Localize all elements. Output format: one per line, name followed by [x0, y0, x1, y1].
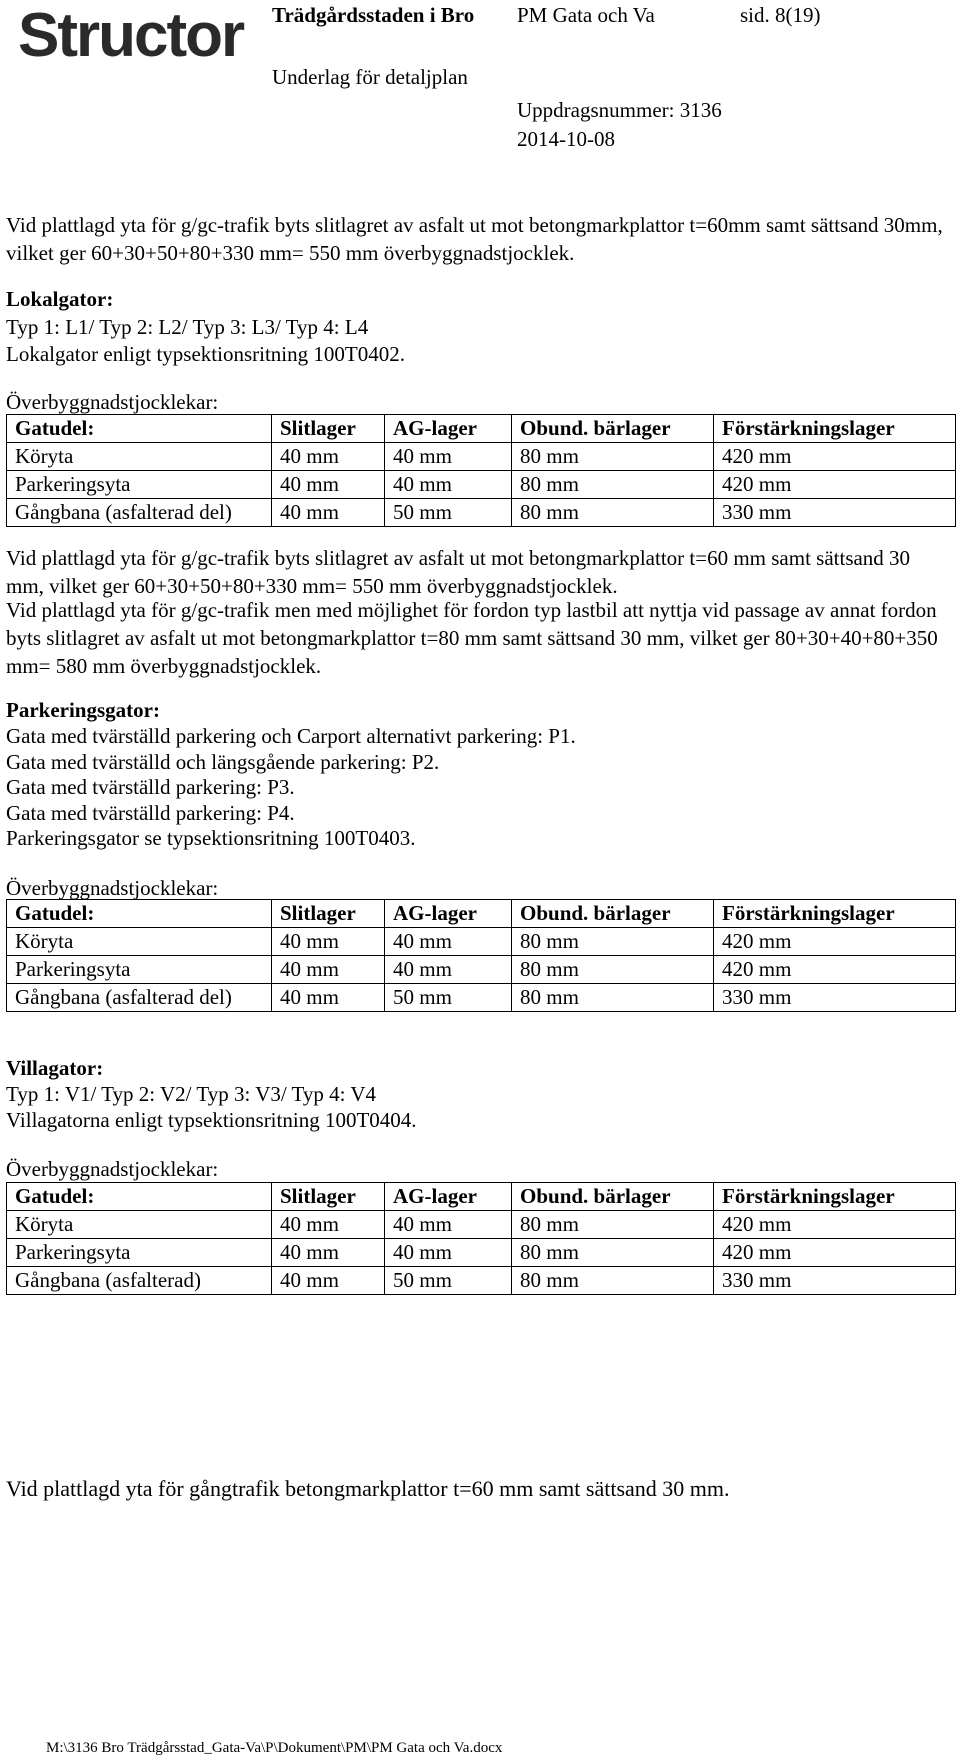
cell-slit: 40 mm: [272, 471, 385, 499]
cell-slit: 40 mm: [272, 956, 385, 984]
lokalgator-types: Typ 1: L1/ Typ 2: L2/ Typ 3: L3/ Typ 4: L4: [6, 315, 369, 339]
cell-ag: 50 mm: [385, 1267, 512, 1295]
cell-ag: 40 mm: [385, 1211, 512, 1239]
col-gatudel: Gatudel:: [7, 1183, 272, 1211]
cell-obund: 80 mm: [512, 1267, 714, 1295]
col-slitlager: Slitlager: [272, 1183, 385, 1211]
cell-part: Gångbana (asfalterad del): [7, 499, 272, 527]
cell-obund: 80 mm: [512, 1211, 714, 1239]
col-slitlager: Slitlager: [272, 900, 385, 928]
lokalgator-table-label: Överbyggnadstjocklekar:: [6, 390, 219, 414]
villagator-table-label: Överbyggnadstjocklekar:: [6, 1157, 219, 1181]
document-name: PM Gata och Va: [517, 3, 655, 27]
cell-obund: 80 mm: [512, 499, 714, 527]
lokalgator-table: [6, 414, 956, 527]
intro-paragraph: Vid plattlagd yta för g/gc-trafik byts slitlagret av asfalt ut mot betongmarkplattor t=60mm samt sättsand 30mm, vilket ger 60+30+50+80+330 mm= 550 mm överbyggnadstjocklek.: [6, 213, 943, 265]
col-obund-barlager: Obund. bärlager: [512, 1183, 714, 1211]
villagator-reference: Villagatorna enligt typsektionsritning 100T0404.: [6, 1108, 417, 1132]
col-forstarkningslager: Förstärkningslager: [714, 900, 956, 928]
document-date: 2014-10-08: [517, 127, 615, 151]
col-gatudel: Gatudel:: [7, 900, 272, 928]
project-name: Trädgårdsstaden i Bro: [272, 3, 475, 27]
cell-part: Parkeringsyta: [7, 471, 272, 499]
cell-ag: 40 mm: [385, 956, 512, 984]
villagator-heading: Villagator:: [6, 1056, 104, 1080]
col-ag-lager: AG-lager: [385, 415, 512, 443]
table-row: [7, 471, 956, 499]
cell-forst: 420 mm: [714, 956, 956, 984]
parkeringsgator-heading: Parkeringsgator:: [6, 698, 160, 722]
cell-obund: 80 mm: [512, 471, 714, 499]
table-row: [7, 499, 956, 527]
cell-forst: 420 mm: [714, 1239, 956, 1267]
cell-ag: 40 mm: [385, 1239, 512, 1267]
cell-forst: 420 mm: [714, 443, 956, 471]
cell-part: Köryta: [7, 928, 272, 956]
lokalgator-note-2: Vid plattlagd yta för g/gc-trafik men med möjlighet för fordon typ lastbil att nyttja vid passage av annat fordon byts slitlagret av asfalt ut mot betongmarkplattor t=80 mm samt sättsand 30 mm, vilket ger 80+30+40+80+350 mm= 580 mm överbyggnadstjocklek.: [6, 598, 938, 678]
structor-logo: [18, 6, 268, 74]
cell-forst: 330 mm: [714, 499, 956, 527]
cell-part: Parkeringsyta: [7, 1239, 272, 1267]
cell-ag: 40 mm: [385, 471, 512, 499]
villagator-types: Typ 1: V1/ Typ 2: V2/ Typ 3: V3/ Typ 4: V4: [6, 1082, 377, 1106]
col-ag-lager: AG-lager: [385, 900, 512, 928]
cell-ag: 50 mm: [385, 499, 512, 527]
table-row: [7, 956, 956, 984]
col-gatudel: Gatudel:: [7, 415, 272, 443]
cell-part: Parkeringsyta: [7, 956, 272, 984]
cell-forst: 420 mm: [714, 471, 956, 499]
parkering-line: Gata med tvärställd och längsgående parkering: P2.: [6, 750, 440, 774]
cell-slit: 40 mm: [272, 443, 385, 471]
table-row: [7, 1211, 956, 1239]
parkeringsgator-table: [6, 899, 956, 1012]
cell-part: Köryta: [7, 1211, 272, 1239]
table-row: [7, 984, 956, 1012]
cell-slit: 40 mm: [272, 984, 385, 1012]
lokalgator-heading: Lokalgator:: [6, 287, 114, 311]
table-row: [7, 1239, 956, 1267]
cell-obund: 80 mm: [512, 443, 714, 471]
col-ag-lager: AG-lager: [385, 1183, 512, 1211]
cell-obund: 80 mm: [512, 956, 714, 984]
svg-text:Structor: Structor: [18, 6, 244, 68]
cell-obund: 80 mm: [512, 1239, 714, 1267]
assignment-number: Uppdragsnummer: 3136: [517, 98, 722, 122]
lokalgator-reference: Lokalgator enligt typsektionsritning 100T0402.: [6, 342, 405, 366]
cell-part: Gångbana (asfalterad del): [7, 984, 272, 1012]
cell-slit: 40 mm: [272, 499, 385, 527]
parkering-line: Gata med tvärställd parkering: P4.: [6, 801, 295, 825]
villagator-note: Vid plattlagd yta för gångtrafik betongmarkplattor t=60 mm samt sättsand 30 mm.: [6, 1476, 730, 1501]
cell-part: Gångbana (asfalterad): [7, 1267, 272, 1295]
table-row: [7, 928, 956, 956]
table-header-row: [7, 1183, 956, 1211]
cell-obund: 80 mm: [512, 928, 714, 956]
cell-forst: 330 mm: [714, 1267, 956, 1295]
parkering-line: Gata med tvärställd parkering: P3.: [6, 775, 295, 799]
lokalgator-note-1: Vid plattlagd yta för g/gc-trafik byts slitlagret av asfalt ut mot betongmarkplattor t=60 mm samt sättsand 30 mm, vilket ger 60+30+50+80+330 mm= 550 mm överbyggnadstjocklek.: [6, 546, 911, 598]
cell-ag: 40 mm: [385, 928, 512, 956]
cell-slit: 40 mm: [272, 1267, 385, 1295]
cell-ag: 40 mm: [385, 443, 512, 471]
table-row: [7, 1267, 956, 1295]
parkeringsgator-table-label: Överbyggnadstjocklekar:: [6, 876, 219, 900]
col-obund-barlager: Obund. bärlager: [512, 900, 714, 928]
page-number: sid. 8(19): [740, 3, 821, 27]
cell-ag: 50 mm: [385, 984, 512, 1012]
col-slitlager: Slitlager: [272, 415, 385, 443]
table-header-row: [7, 900, 956, 928]
parkering-line: Gata med tvärställd parkering och Carport alternativt parkering: P1.: [6, 724, 576, 748]
col-obund-barlager: Obund. bärlager: [512, 415, 714, 443]
cell-forst: 420 mm: [714, 928, 956, 956]
cell-forst: 330 mm: [714, 984, 956, 1012]
document-subtitle: Underlag för detaljplan: [272, 65, 468, 89]
cell-part: Köryta: [7, 443, 272, 471]
table-header-row: [7, 415, 956, 443]
parkering-reference: Parkeringsgator se typsektionsritning 100T0403.: [6, 826, 416, 850]
cell-slit: 40 mm: [272, 1211, 385, 1239]
col-forstarkningslager: Förstärkningslager: [714, 415, 956, 443]
cell-obund: 80 mm: [512, 984, 714, 1012]
cell-slit: 40 mm: [272, 1239, 385, 1267]
cell-slit: 40 mm: [272, 928, 385, 956]
villagator-table: [6, 1182, 956, 1295]
col-forstarkningslager: Förstärkningslager: [714, 1183, 956, 1211]
table-row: [7, 443, 956, 471]
cell-forst: 420 mm: [714, 1211, 956, 1239]
footer-file-path: M:\3136 Bro Trädgårsstad_Gata-Va\P\Dokument\PM\PM Gata och Va.docx: [46, 1740, 503, 1756]
